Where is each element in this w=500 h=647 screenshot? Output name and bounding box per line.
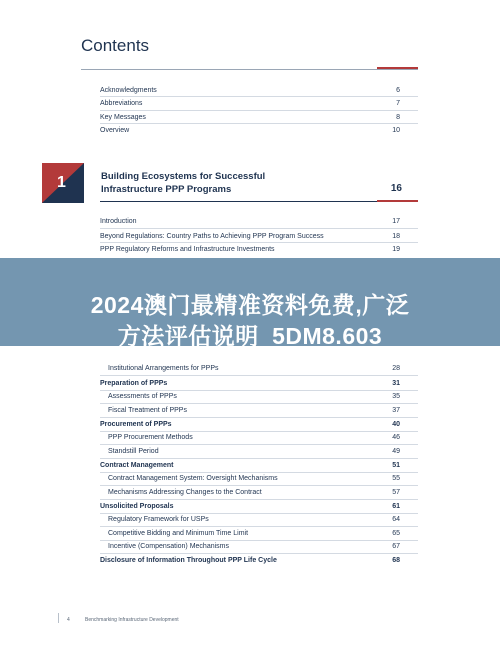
toc-entry[interactable]	[100, 527, 400, 540]
chapter-title-line: Building Ecosystems for Successful	[101, 171, 266, 182]
toc-entry-label: Standstill Period	[108, 448, 159, 455]
toc-entry[interactable]	[100, 486, 400, 499]
toc-section-label: Unsolicited Proposals	[100, 503, 174, 510]
toc-entry-label: Beyond Regulations: Country Paths to Achieving PPP Program Success	[100, 233, 324, 240]
footer-rule	[58, 613, 59, 623]
chapter-title[interactable]	[101, 170, 265, 196]
chapter-number-badge	[42, 163, 84, 203]
title-rule	[81, 69, 418, 70]
toc-section-label: Contract Management	[100, 462, 174, 469]
divider	[100, 375, 418, 376]
page-title: Contents	[81, 36, 150, 55]
toc-section[interactable]	[100, 459, 400, 472]
toc-entry-page: 7	[396, 100, 400, 107]
toc-section-page: 51	[392, 462, 400, 469]
toc-entry-label: Abbreviations	[100, 100, 143, 107]
toc-entry-label: Incentive (Compensation) Mechanisms	[108, 543, 229, 550]
divider	[100, 228, 418, 229]
toc-entry-page: 19	[392, 246, 400, 253]
toc-section[interactable]	[100, 377, 400, 390]
toc-entry-label: Acknowledgments	[100, 87, 157, 94]
toc-entry-page: 6	[396, 87, 400, 94]
toc-section-label: Procurement of PPPs	[100, 421, 172, 428]
toc-entry-label: Assessments of PPPs	[108, 393, 177, 400]
toc-entry-page: 37	[392, 407, 400, 414]
toc-entry-label: Regulatory Framework for USPs	[108, 516, 209, 523]
toc-entry-page: 67	[392, 543, 400, 550]
toc-entry-page: 46	[392, 434, 400, 441]
footer-running-title: Benchmarking Infrastructure Development	[85, 617, 179, 623]
toc-entry[interactable]	[100, 97, 400, 110]
toc-entry-label: Introduction	[100, 218, 137, 225]
toc-entry-page: 49	[392, 448, 400, 455]
toc-entry[interactable]	[100, 243, 400, 256]
toc-section-label: Preparation of PPPs	[100, 380, 168, 387]
toc-section-label: Disclosure of Information Throughout PPP Life Cycle	[100, 557, 277, 564]
toc-section[interactable]	[100, 500, 400, 513]
toc-entry[interactable]	[100, 404, 400, 417]
toc-entry-page: 64	[392, 516, 400, 523]
toc-entry[interactable]	[100, 362, 400, 375]
toc-entry[interactable]	[100, 215, 400, 228]
toc-entry-page: 8	[396, 114, 400, 121]
toc-entry[interactable]	[100, 431, 400, 444]
toc-entry-label: PPP Procurement Methods	[108, 434, 193, 441]
title-rule-accent	[377, 67, 418, 69]
toc-entry-label: Overview	[100, 127, 130, 134]
toc-entry-page: 65	[392, 530, 400, 537]
toc-entry[interactable]	[100, 124, 400, 137]
toc-entry[interactable]	[100, 390, 400, 403]
chapter-rule-accent	[377, 200, 418, 202]
toc-entry[interactable]	[100, 513, 400, 526]
toc-section-page: 61	[392, 503, 400, 510]
toc-entry-label: Institutional Arrangements for PPPs	[108, 365, 219, 372]
toc-section[interactable]	[100, 554, 400, 567]
toc-entry[interactable]	[100, 445, 400, 458]
chapter-title-line: Infrastructure PPP Programs	[101, 184, 232, 195]
chapter-page: 16	[390, 183, 402, 194]
toc-entry-label: Mechanisms Addressing Changes to the Contract	[108, 489, 262, 496]
toc-entry-page: 10	[392, 127, 400, 134]
banner-line: 方法评估说明_5DM8.603	[117, 323, 383, 349]
toc-entry-page: 28	[392, 365, 400, 372]
toc-section-page: 40	[392, 421, 400, 428]
footer-page-number: 4	[67, 617, 70, 623]
toc-entry-page: 17	[392, 218, 400, 225]
toc-entry[interactable]	[100, 472, 400, 485]
toc-entry-label: Fiscal Treatment of PPPs	[108, 407, 187, 414]
toc-entry-page: 55	[392, 475, 400, 482]
chapter-rule	[100, 201, 418, 202]
toc-entry[interactable]	[100, 540, 400, 553]
toc-section-page: 68	[392, 557, 400, 564]
toc-section[interactable]	[100, 418, 400, 431]
toc-entry-page: 57	[392, 489, 400, 496]
banner-line: 2024澳门最精准资料免费,广泛	[90, 292, 410, 318]
toc-entry-label: PPP Regulatory Reforms and Infrastructure Investments	[100, 246, 275, 253]
toc-entry-page: 35	[392, 393, 400, 400]
chapter-number: 1	[57, 174, 66, 191]
toc-entry-label: Competitive Bidding and Minimum Time Limit	[108, 530, 249, 537]
toc-entry-label: Contract Management System: Oversight Mechanisms	[108, 475, 278, 482]
toc-entry-page: 18	[392, 233, 400, 240]
toc-section-page: 31	[392, 380, 400, 387]
toc-entry-label: Key Messages	[100, 114, 146, 121]
